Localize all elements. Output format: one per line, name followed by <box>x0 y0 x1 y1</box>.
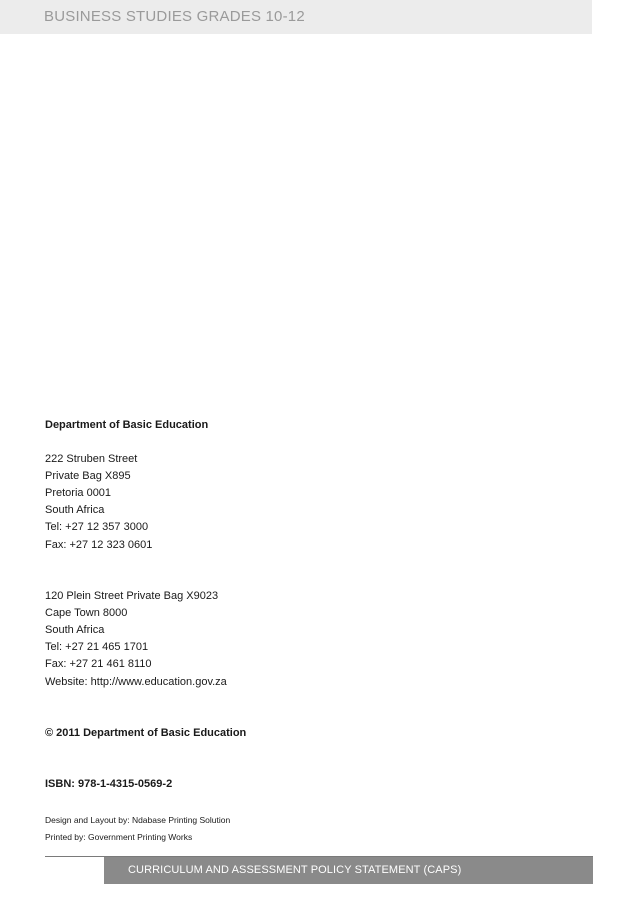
capetown-fax: Fax: +27 21 461 8110 <box>45 658 152 670</box>
isbn: ISBN: 978-1-4315-0569-2 <box>45 778 173 790</box>
capetown-city: Cape Town 8000 <box>45 607 128 619</box>
pretoria-city: Pretoria 0001 <box>45 487 112 499</box>
pretoria-country: South Africa <box>45 504 105 516</box>
capetown-street: 120 Plein Street Private Bag X9023 <box>45 590 219 602</box>
capetown-country: South Africa <box>45 624 105 636</box>
capetown-tel: Tel: +27 21 465 1701 <box>45 641 149 653</box>
pretoria-fax: Fax: +27 12 323 0601 <box>45 539 153 551</box>
website-link[interactable]: Website: http://www.education.gov.za <box>45 676 227 688</box>
design-credit: Design and Layout by: Ndabase Printing Solution <box>45 815 231 825</box>
pretoria-tel: Tel: +27 12 357 3000 <box>45 521 149 533</box>
pretoria-street: 222 Struben Street <box>45 453 138 465</box>
footer-title: CURRICULUM AND ASSESSMENT POLICY STATEMENT (CAPS) <box>128 864 462 876</box>
page-header-title: BUSINESS STUDIES GRADES 10-12 <box>44 8 305 25</box>
department-name: Department of Basic Education <box>45 419 209 431</box>
copyright-notice: © 2011 Department of Basic Education <box>45 727 247 739</box>
printer-credit: Printed by: Government Printing Works <box>45 832 193 842</box>
pretoria-bag: Private Bag X895 <box>45 470 131 482</box>
